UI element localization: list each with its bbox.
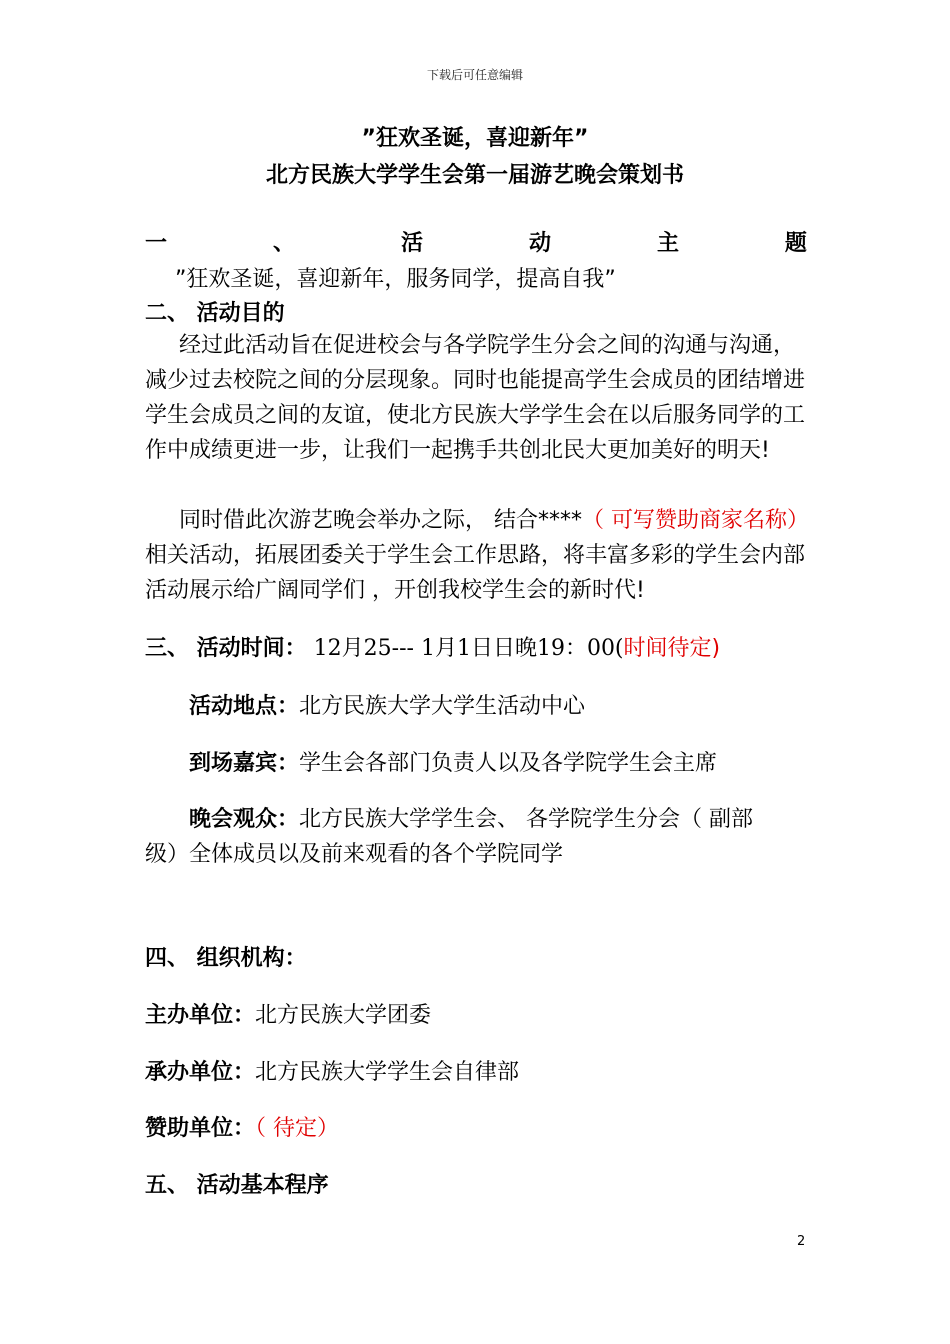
host-label: 主办单位： <box>145 1003 256 1028</box>
host-line <box>145 998 431 1029</box>
sponsor-placeholder: （ 可写赞助商家名称） <box>582 508 809 533</box>
venue-label: 活动地点： <box>189 694 300 719</box>
audience-line-continued: 级）全体成员以及前来观看的各个学院同学 <box>145 842 564 867</box>
section5-heading: 五、 活动基本程序 <box>145 1173 329 1198</box>
page-header: 下载后可任意编辑 <box>426 68 523 82</box>
paragraph-2-text-b: 相关活动，拓展团委关于学生会工作思路，将丰富多彩的学生会内部活动展示给广阔同学们 ，开创我校学生会的新时代! <box>145 543 806 603</box>
section1-heading-char: 一 <box>145 231 168 256</box>
guests-value: 学生会各部门负责人以及各学院学生会主席 <box>299 751 718 776</box>
page-number: 2 <box>797 1234 806 1249</box>
event-time: 12月25--- 1月1日日晚19：00( <box>313 636 624 661</box>
section1-heading-char: 主 <box>656 231 679 256</box>
audience-line <box>189 802 753 833</box>
venue-line <box>189 689 585 720</box>
organizer-value: 北方民族大学学生会自律部 <box>255 1060 520 1085</box>
section1-theme: ”狂欢圣诞，喜迎新年，服务同学，提高自我” <box>175 267 616 292</box>
section2-heading: 二、 活动目的 <box>145 301 285 326</box>
guests-label: 到场嘉宾： <box>189 751 300 776</box>
title-line-2: 北方民族大学学生会第一届游艺晚会策划书 <box>265 163 684 188</box>
audience-value: 北方民族大学学生会、 各学院学生分会（ 副部 <box>299 807 754 832</box>
section1-heading-char: 动 <box>528 231 551 256</box>
section3-heading: 三、 活动时间： <box>145 636 307 661</box>
organizer-line <box>145 1055 519 1086</box>
section2-paragraph-2 <box>145 503 810 608</box>
title-line-1: ”狂欢圣诞，喜迎新年” <box>361 126 589 151</box>
audience-label: 晚会观众： <box>189 807 300 832</box>
section4-heading: 四、 组织机构： <box>145 946 307 971</box>
sponsor-label: 赞助单位： <box>145 1116 256 1141</box>
section1-heading-char: 活 <box>400 231 423 256</box>
host-value: 北方民族大学团委 <box>255 1003 432 1028</box>
venue-value: 北方民族大学大学生活动中心 <box>299 694 586 719</box>
section3-time-line <box>145 631 720 662</box>
section1-heading <box>145 226 807 257</box>
sponsor-value: （ 待定） <box>255 1116 340 1141</box>
time-note: 时间待定) <box>623 636 721 661</box>
section1-heading-char: 题 <box>784 231 807 256</box>
guests-line <box>189 746 717 777</box>
section1-heading-char: 、 <box>272 231 295 256</box>
paragraph-2-text-a: 同时借此次游艺晚会举办之际， 结合**** <box>179 508 582 533</box>
sponsor-line <box>145 1111 339 1142</box>
organizer-label: 承办单位： <box>145 1060 256 1085</box>
section2-paragraph-1: 经过此活动旨在促进校会与各学院学生分会之间的沟通与沟通， 减少过去校院之间的分层现象。同时也能提高学生会成员的团结增进学生会成员之间的友谊，使北方民族大学学生会在以后服务同学的工作中成绩更进一步，让我们一起携手共创北民大更加美好的明天! <box>145 333 806 463</box>
